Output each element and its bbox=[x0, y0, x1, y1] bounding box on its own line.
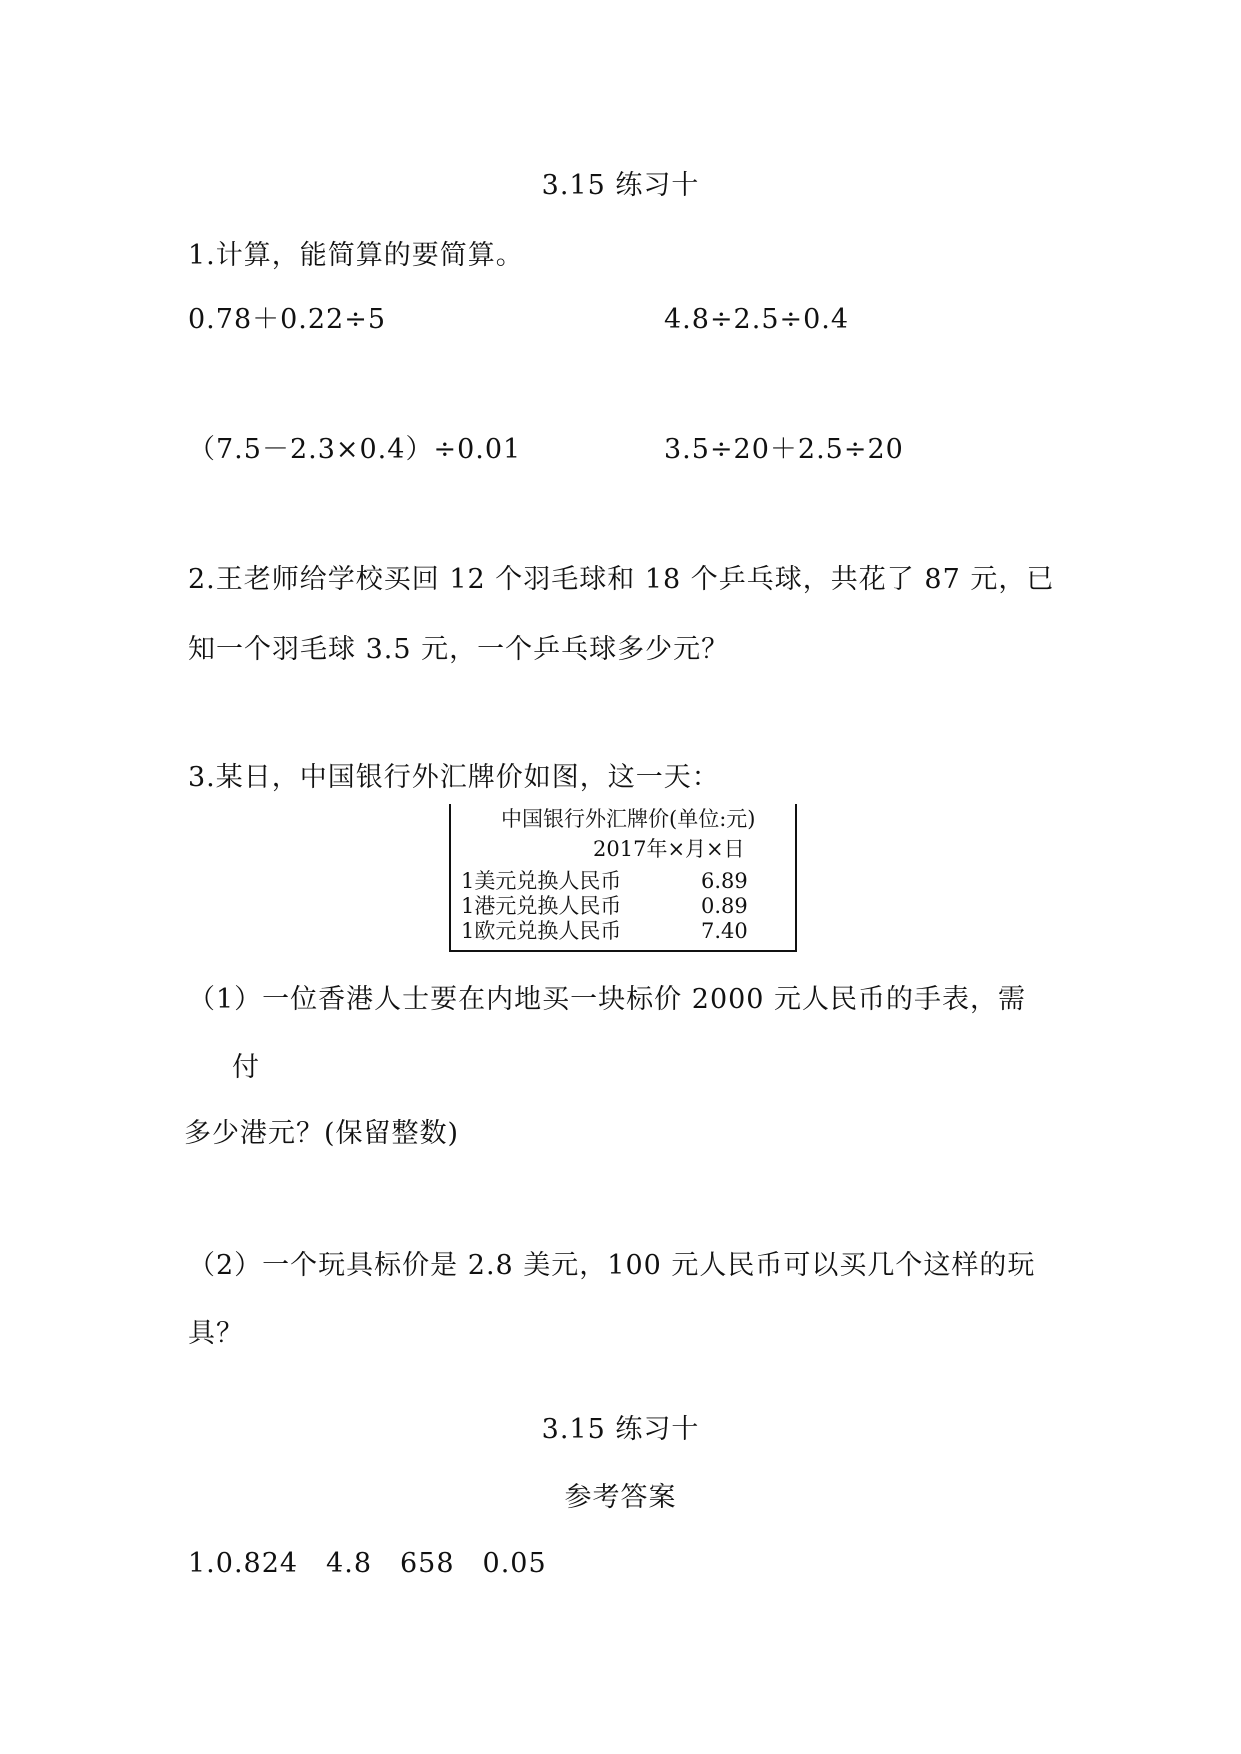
expression-4: 3.5÷20＋2.5÷20 bbox=[664, 434, 904, 465]
rate-row-usd-value: 6.89 bbox=[701, 869, 748, 893]
rate-row-hkd-label: 1港元兑换人民币 bbox=[461, 894, 622, 918]
answers-title: 3.15 练习十 bbox=[541, 1414, 700, 1445]
question-3-1-line-2: 付 bbox=[232, 1052, 260, 1083]
question-1-prompt: 1.计算，能简算的要简算。 bbox=[188, 240, 524, 271]
question-2-line-2: 知一个羽毛球 3.5 元，一个乒乓球多少元？ bbox=[188, 634, 730, 665]
question-2-line-1: 2.王老师给学校买回 12 个羽毛球和 18 个乒乓球，共花了 87 元，已 bbox=[188, 564, 1055, 595]
page-title: 3.15 练习十 bbox=[541, 170, 700, 201]
rate-row-eur-value: 7.40 bbox=[701, 919, 748, 943]
rate-row-hkd-value: 0.89 bbox=[701, 894, 748, 918]
answer-line-1: 1.0.824 4.8 658 0.05 bbox=[188, 1548, 547, 1579]
question-3-2-line-1: （2）一个玩具标价是 2.8 美元，100 元人民币可以买几个这样的玩 bbox=[188, 1250, 1036, 1281]
expression-3: （7.5－2.3×0.4）÷0.01 bbox=[188, 434, 522, 465]
rate-row-usd-label: 1美元兑换人民币 bbox=[461, 869, 622, 893]
rate-row-eur-label: 1欧元兑换人民币 bbox=[461, 919, 622, 943]
question-3-prompt: 3.某日，中国银行外汇牌价如图，这一天： bbox=[188, 762, 720, 793]
exchange-rate-table bbox=[449, 804, 797, 952]
expression-2: 4.8÷2.5÷0.4 bbox=[664, 304, 850, 335]
exchange-rate-date: 2017年×月×日 bbox=[593, 837, 745, 861]
expression-1: 0.78＋0.22÷5 bbox=[188, 304, 387, 335]
question-3-2-line-2: 具？ bbox=[188, 1318, 244, 1349]
exchange-rate-title: 中国银行外汇牌价(单位:元) bbox=[501, 807, 756, 831]
answers-subtitle: 参考答案 bbox=[564, 1482, 677, 1513]
question-3-1-line-3: 多少港元？(保留整数) bbox=[184, 1118, 460, 1149]
question-3-1-line-1: （1）一位香港人士要在内地买一块标价 2000 元人民币的手表，需 bbox=[188, 984, 1027, 1015]
